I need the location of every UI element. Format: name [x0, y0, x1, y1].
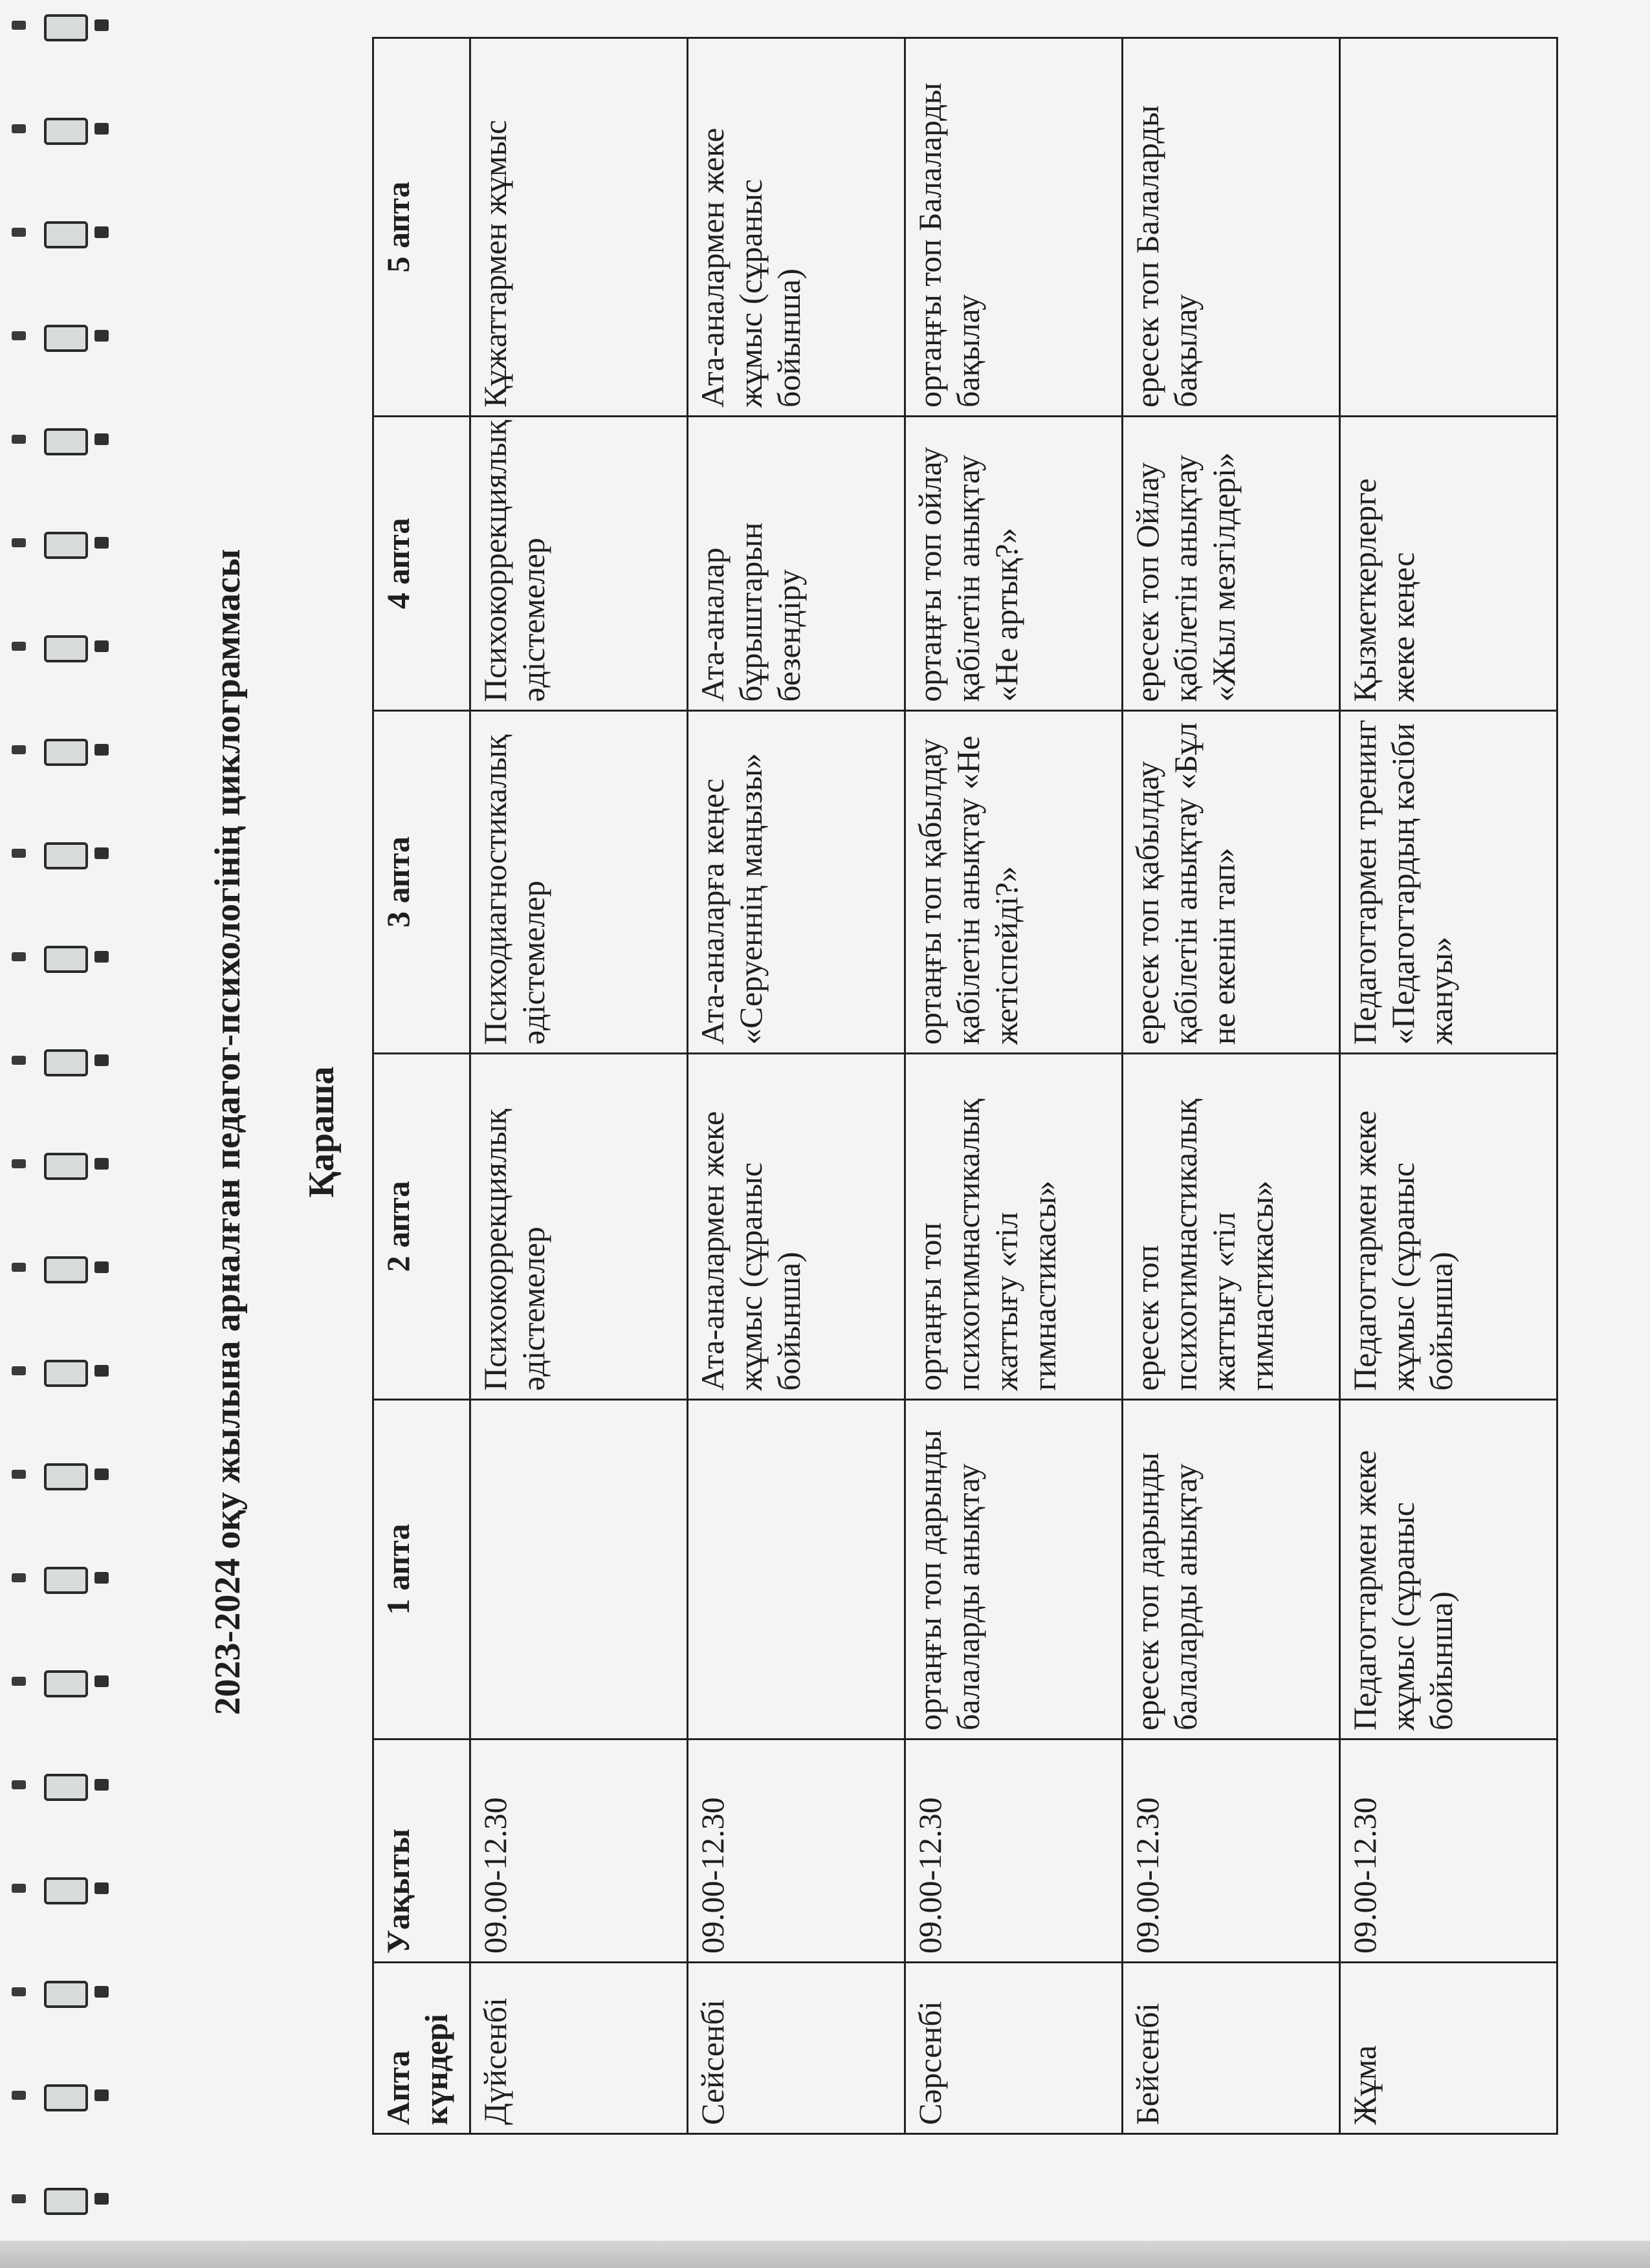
week-2-cell: Психокоррекциялық әдістемелер — [470, 1054, 688, 1400]
day-cell: Дүйсенбі — [470, 1963, 688, 2134]
header-week-2: 2 апта — [373, 1054, 470, 1400]
week-4-cell: Қызметкерлерге жеке кеңес — [1340, 417, 1557, 711]
week-2-cell: Педагогтармен жеке жұмыс (сұраныс бойынша) — [1340, 1054, 1557, 1400]
header-time: Уақыты — [373, 1739, 470, 1963]
binding-ring — [12, 1048, 109, 1074]
week-5-cell — [1340, 38, 1557, 417]
day-cell: Сәрсенбі — [905, 1963, 1123, 2134]
table-row — [470, 38, 688, 2134]
week-5-cell: Құжаттармен жұмыс — [470, 38, 688, 417]
binding-ring — [12, 427, 109, 453]
binding-ring — [12, 323, 109, 349]
cyclogram-table — [372, 37, 1558, 2135]
week-3-cell: ортаңғы топ қабылдау қабілетін анықтау «Не жетіспейді?» — [905, 711, 1123, 1054]
week-4-cell: Психокоррекциялық әдістемелер — [470, 417, 688, 711]
binding-ring — [12, 2083, 109, 2109]
binding-ring — [12, 1255, 109, 1281]
day-cell: Сейсенбі — [688, 1963, 905, 2134]
binding-ring — [12, 13, 109, 39]
binding-ring — [12, 634, 109, 660]
binding-ring — [12, 1669, 109, 1695]
week-4-cell: ортаңғы топ ойлау қабілетін анықтау «Не артық?» — [905, 417, 1123, 711]
table-row — [688, 38, 905, 2134]
week-1-cell: Педагогтармен жеке жұмыс (сұраныс бойынша) — [1340, 1400, 1557, 1739]
binding-ring — [12, 530, 109, 556]
table-header-row — [373, 38, 470, 2134]
table-row — [905, 38, 1123, 2134]
week-3-cell: Педагогтармен тренинг «Педагогтардың кәсіби жануы» — [1340, 711, 1557, 1054]
document-page — [168, 65, 1482, 2199]
binding-ring — [12, 1979, 109, 2005]
month-heading: Қараша — [302, 1066, 342, 1198]
binding-ring — [12, 1876, 109, 1902]
binding-ring — [12, 1772, 109, 1798]
binding-ring — [12, 1151, 109, 1177]
binding-ring — [12, 220, 109, 246]
binding-ring — [12, 1565, 109, 1591]
week-2-cell: Ата-аналармен жеке жұмыс (сұраныс бойынша) — [688, 1054, 905, 1400]
week-1-cell — [470, 1400, 688, 1739]
week-2-cell: ересек топ психогимнастикалық жаттығу «тіл гимнастикасы» — [1123, 1054, 1340, 1400]
week-3-cell: ересек топ қабылдау қабілетін анықтау «Бұл не екенін тап» — [1123, 711, 1340, 1054]
binding-ring — [12, 116, 109, 142]
spiral-binding — [0, 0, 113, 2268]
binding-ring — [12, 1358, 109, 1384]
header-week-3: 3 апта — [373, 711, 470, 1054]
header-week-1: 1 апта — [373, 1400, 470, 1739]
table-row — [1123, 38, 1340, 2134]
time-cell: 09.00-12.30 — [470, 1739, 688, 1963]
week-2-cell: ортаңғы топ психогимнастикалық жаттығу «тіл гимнастикасы» — [905, 1054, 1123, 1400]
binding-ring — [12, 944, 109, 970]
week-1-cell: ересек топ дарынды балаларды анықтау — [1123, 1400, 1340, 1739]
table-row — [1340, 38, 1557, 2134]
week-4-cell: Ата-аналар бұрыштарын безендіру — [688, 417, 905, 711]
time-cell: 09.00-12.30 — [905, 1739, 1123, 1963]
day-cell: Жұма — [1340, 1963, 1557, 2134]
week-5-cell: ересек топ Балаларды бақылау — [1123, 38, 1340, 417]
binding-ring — [12, 841, 109, 867]
week-5-cell: Ата-аналармен жеке жұмыс (сұраныс бойынша) — [688, 38, 905, 417]
header-week-days: Апта күндері — [373, 1963, 470, 2134]
week-1-cell: ортаңғы топ дарынды балаларды анықтау — [905, 1400, 1123, 1739]
day-cell: Бейсенбі — [1123, 1963, 1340, 2134]
week-1-cell — [688, 1400, 905, 1739]
binding-ring — [12, 737, 109, 763]
binding-ring — [12, 2186, 109, 2212]
week-3-cell: Психодиагностикалық әдістемелер — [470, 711, 688, 1054]
time-cell: 09.00-12.30 — [1340, 1739, 1557, 1963]
time-cell: 09.00-12.30 — [1123, 1739, 1340, 1963]
header-week-4: 4 апта — [373, 417, 470, 711]
time-cell: 09.00-12.30 — [688, 1739, 905, 1963]
page-bottom-edge — [0, 2241, 1650, 2268]
document-title: 2023-2024 оқу жылына арналған педагог-психологінің циклограммасы — [208, 549, 248, 1716]
header-week-5: 5 апта — [373, 38, 470, 417]
binding-ring — [12, 1462, 109, 1488]
week-4-cell: ересек топ Ойлау қабілетін анықтау «Жыл мезгілдері» — [1123, 417, 1340, 711]
week-3-cell: Ата-аналарға кеңес «Серуеннің маңызы» — [688, 711, 905, 1054]
week-5-cell: ортаңғы топ Балаларды бақылау — [905, 38, 1123, 417]
